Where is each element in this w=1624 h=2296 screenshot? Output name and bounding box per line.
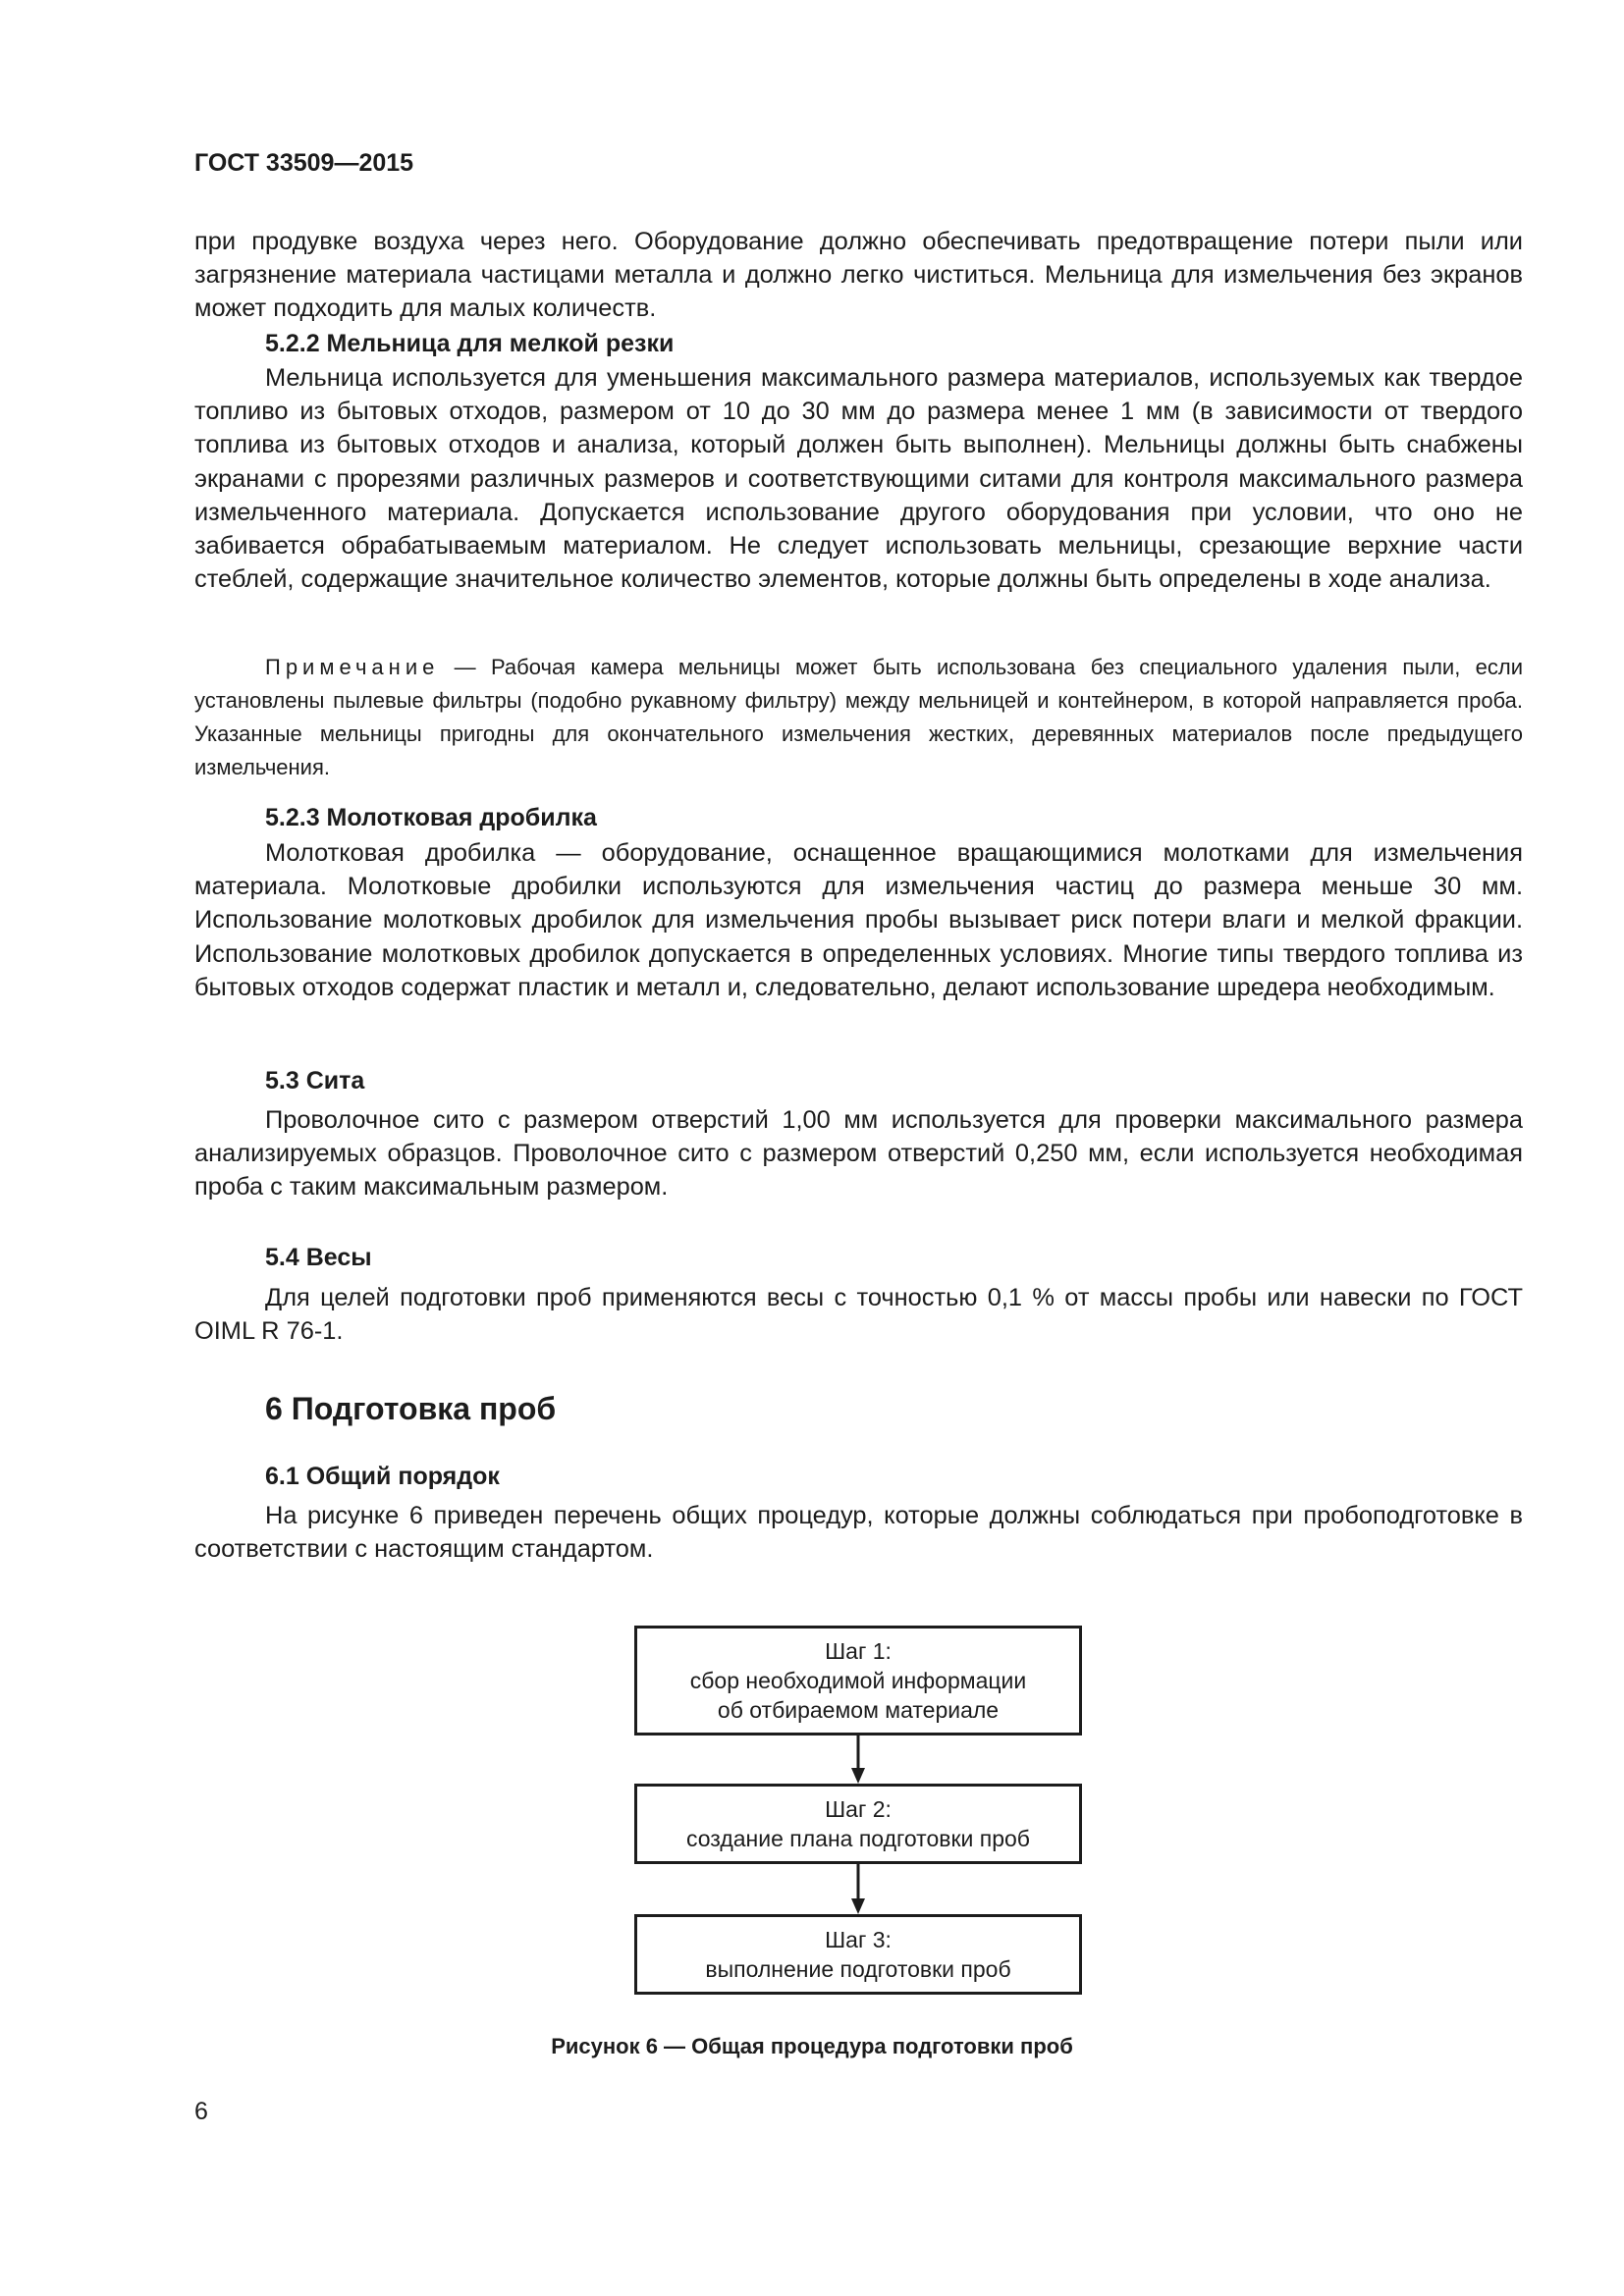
section-6-title: 6 Подготовка проб <box>265 1391 557 1426</box>
paragraph-continued: при продувке воздуха через него. Оборудование должно обеспечивать предотвращение потери пыли или загрязнение материала частицами металла и должно легко чиститься. Мельница для измельчения без экранов может подходить для малых количеств. <box>194 228 1523 323</box>
figure-caption: Рисунок 6 — Общая процедура подготовки проб <box>551 2034 1073 2058</box>
flow-step-1-line1: сбор необходимой информации <box>689 1668 1027 1693</box>
note-text: — Рабочая камера мельницы может быть использована без специального удаления пыли, если установлены пылевые фильтры (подобно рукавному фильтру) между мельницей и контейнером, в которой направляется проба. Указанные мельницы пригодны для окончательного измельчения жестких, деревянных материалов после предыдущего измельчения. <box>194 655 1523 779</box>
section-5-2-2-text: Мельница используется для уменьшения максимального размера материалов, используемых как твердое топливо из бытовых отходов, размером от 10 до 30 мм до размера менее 1 мм (в зависимости от твердого топлива из бытовых отходов и анализа, который должен быть выполнен). Мельницы должны быть снабжены экранами с прорезями различных размеров и соответствующими ситами для контроля максимального размера измельченного материала. Допускается использование другого оборудования при условии, что оно не забивается обрабатываемым материалом. Не следует использовать мельницы, срезающие верхние части стеблей, содержащие значительное количество элементов, которые должны быть определены в ходе анализа. <box>194 364 1523 594</box>
section-5-2-3-text: Молотковая дробилка — оборудование, оснащенное вращающимися молотками для измельчения материала. Молотковые дробилки используются для измельчения частиц до размера меньше 30 мм. Использование молотковых дробилок для измельчения пробы вызывает риск потери влаги и мелкой фракции. Использование молотковых дробилок допускается в определенных условиях. Многие типы твердого топлива из бытовых отходов содержат пластик и металл и, следовательно, делают использование шредера необходимым. <box>194 839 1523 1001</box>
document-id-header: ГОСТ 33509—2015 <box>194 149 414 177</box>
section-5-4-title: 5.4 Весы <box>265 1244 372 1271</box>
flow-arrow-1-head <box>851 1768 865 1784</box>
section-6-1-title: 6.1 Общий порядок <box>265 1463 500 1490</box>
flow-step-1-label: Шаг 1: <box>825 1638 892 1664</box>
note-label: Примечание <box>265 655 440 679</box>
page-number: 6 <box>194 2098 208 2125</box>
section-5-3-text: Проволочное сито с размером отверстий 1,00 мм используется для проверки максимального размера анализируемых образцов. Проволочное сито с размером отверстий 0,250 мм, если используется необходимая проба с таким максимальным размером. <box>194 1106 1523 1201</box>
section-5-2-3-title: 5.2.3 Молотковая дробилка <box>265 804 597 831</box>
flow-step-2-label: Шаг 2: <box>825 1796 892 1822</box>
section-5-2-2-title: 5.2.2 Мельница для мелкой резки <box>265 330 675 357</box>
flow-step-2-line1: создание плана подготовки проб <box>686 1826 1030 1851</box>
section-5-3-title: 5.3 Сита <box>265 1067 365 1095</box>
section-5-4-text: Для целей подготовки проб применяются весы с точностью 0,1 % от массы пробы или навески по ГОСТ OIML R 76-1. <box>194 1284 1523 1346</box>
flow-step-1-line2: об отбираемом материале <box>717 1697 1000 1723</box>
section-6-1-text: На рисунке 6 приведен перечень общих процедур, которые должны соблюдаться при пробоподготовке в соответствии с настоящим стандартом. <box>194 1502 1523 1564</box>
flow-step-3-line1: выполнение подготовки проб <box>705 1956 1011 1982</box>
flow-arrow-2-head <box>851 1898 865 1914</box>
flow-step-3-label: Шаг 3: <box>825 1927 892 1952</box>
